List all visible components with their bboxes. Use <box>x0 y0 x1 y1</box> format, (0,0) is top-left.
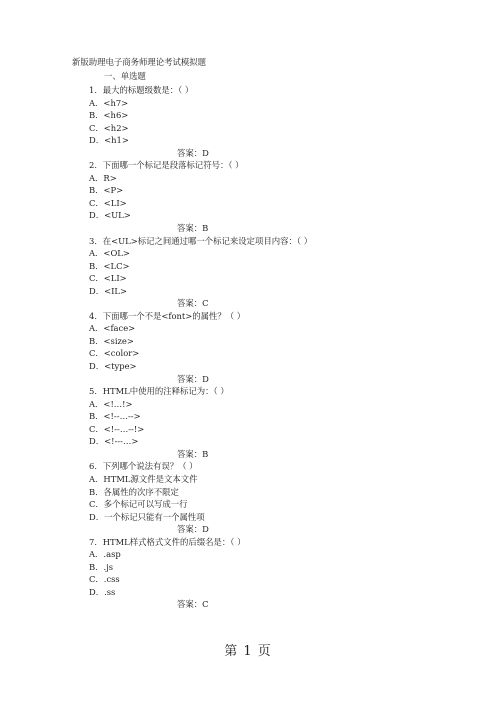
document-title: 新版助理电子商务师理论考试模拟题 <box>72 57 206 67</box>
question-option: C．<h2> <box>89 122 129 133</box>
question-option: A．R> <box>89 172 117 183</box>
question-option: B．各属性的次序不限定 <box>89 486 179 497</box>
question-list <box>89 84 429 611</box>
question-option: A．HTML源文件是文本文件 <box>89 473 198 484</box>
question-option: C．<!--…--!> <box>89 423 145 434</box>
question-answer: 答案：D <box>177 524 209 535</box>
question-option: D．<!---…> <box>89 436 139 447</box>
question-stem: 5．HTML中使用的注释标记为：（ ） <box>89 386 229 397</box>
question-option: A．<face> <box>89 323 136 334</box>
question-option: D．<IL> <box>89 285 127 296</box>
question-option: B．<size> <box>89 335 134 346</box>
question-option: D．.ss <box>89 586 116 597</box>
question-stem: 2．下面哪一个标记是段落标记符号：（ ） <box>89 160 244 171</box>
question-option: C．多个标记可以写成一行 <box>89 499 188 510</box>
page-footer: 第 1 页 <box>224 644 272 659</box>
question-option: A．<h7> <box>89 97 129 108</box>
section-heading: 一、单选题 <box>104 71 146 81</box>
question-answer: 答案：C <box>177 298 209 309</box>
question-answer: 答案：D <box>177 147 209 158</box>
question-answer: 答案：C <box>177 599 209 610</box>
question-option: A．.asp <box>89 549 121 560</box>
question-option: C．<color> <box>89 348 140 359</box>
question-option: D．<UL> <box>89 210 131 221</box>
question-option: C．.css <box>89 574 120 585</box>
question-option: B．<P> <box>89 185 124 196</box>
question-option: D．<type> <box>89 361 137 372</box>
question-option: A．<OL> <box>89 248 130 259</box>
question-answer: 答案：B <box>177 448 209 459</box>
question-option: A．<!…!> <box>89 398 133 409</box>
question-answer: 答案：D <box>177 373 209 384</box>
question-answer: 答案：B <box>177 223 209 234</box>
question-option: B．<!--…--> <box>89 411 141 422</box>
question-option: D．一个标记只能有一个属性项 <box>89 511 205 522</box>
question-stem: 7．HTML样式格式文件的后缀名是：（ ） <box>89 536 246 547</box>
question-option: C．<LI> <box>89 197 127 208</box>
question-option: C．<LI> <box>89 273 127 284</box>
question-stem: 4．下面哪一个不是<font>的属性？（ ） <box>89 310 246 321</box>
question-stem: 1．最大的标题级数是：（ ） <box>89 85 194 95</box>
question-stem: 6．下列哪个说法有误？（ ） <box>89 461 198 472</box>
question-option: B．<LC> <box>89 260 130 271</box>
question-option: D．<h1> <box>89 135 129 146</box>
question-option: B．<h6> <box>89 110 129 121</box>
question-option: B．.js <box>89 561 114 572</box>
question-stem: 3．在<UL>标记之间通过哪一个标记来设定项目内容：（ ） <box>89 235 313 246</box>
